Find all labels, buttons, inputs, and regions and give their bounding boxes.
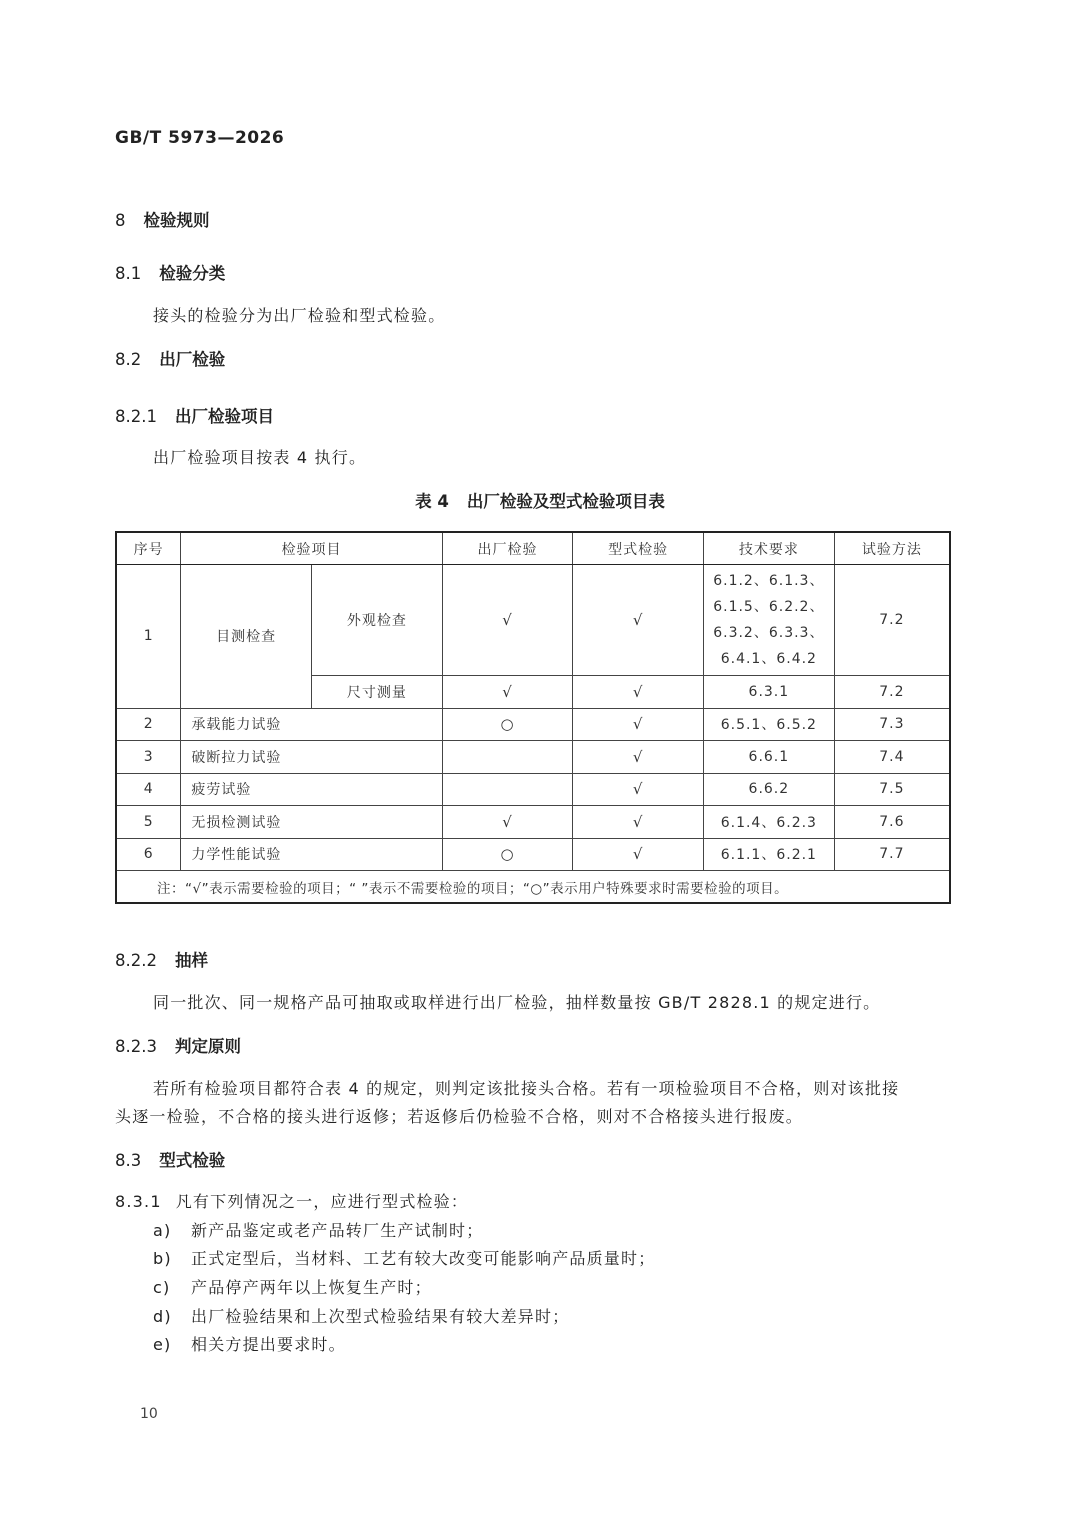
section-number: 8.2.3 (115, 1037, 157, 1056)
table-caption (0, 488, 1080, 512)
section-8-2-3-text-line2: 头逐一检验，不合格的接头进行返修；若返修后仍检验不合格，则对不合格接头进行报废。 (115, 1107, 804, 1126)
header-cell: 技术要求 (703, 532, 834, 565)
test-method: 7.7 (834, 838, 950, 871)
standard-number: GB/T 5973—2026 (115, 128, 285, 148)
list-item (153, 1332, 346, 1355)
factory-inspection-mark: ○ (442, 838, 573, 871)
table-row (116, 741, 950, 774)
section-number: 8.1 (115, 264, 142, 283)
section-8-1-text: 接头的检验分为出厂检验和型式检验。 (153, 306, 446, 325)
inspection-item: 尺寸测量 (312, 676, 443, 709)
section-number: 8 (115, 211, 126, 230)
list-item-label: d) (153, 1307, 172, 1326)
list-item-text: 出厂检验结果和上次型式检验结果有较大差异时； (191, 1307, 570, 1326)
requirement-line: 6.4.1、6.4.2 (720, 651, 817, 667)
list-item (153, 1304, 569, 1327)
test-method: 7.3 (834, 708, 950, 741)
table-note-row (116, 871, 950, 904)
section-title: 型式检验 (159, 1151, 226, 1170)
technical-requirement: 6.1.1、6.2.1 (703, 838, 834, 871)
type-inspection-mark: √ (573, 708, 704, 741)
section-number: 8.3.1 (115, 1192, 162, 1211)
list-item-label: a) (153, 1221, 172, 1240)
test-method: 7.4 (834, 741, 950, 774)
page-number: 10 (140, 1406, 158, 1422)
inspection-items-table (115, 531, 951, 904)
header-cell: 检验项目 (181, 532, 442, 565)
list-item (153, 1218, 483, 1241)
section-8-2-2-heading (115, 947, 208, 971)
table-caption-number: 表 4 (415, 492, 449, 511)
factory-inspection-mark (442, 773, 573, 806)
factory-inspection-mark (442, 741, 573, 774)
list-item-text: 相关方提出要求时。 (191, 1335, 346, 1354)
requirement-line: 6.1.5、6.2.2、 (713, 599, 825, 615)
technical-requirement (703, 565, 834, 676)
list-item-text: 新产品鉴定或老产品转厂生产试制时； (191, 1221, 484, 1240)
table-caption-title: 出厂检验及型式检验项目表 (466, 492, 665, 511)
section-number: 8.3 (115, 1151, 142, 1170)
list-item-text: 产品停产两年以上恢复生产时； (191, 1278, 432, 1297)
list-item-label: c) (153, 1278, 171, 1297)
header-cell: 型式检验 (573, 532, 704, 565)
table-row (116, 806, 950, 839)
row-number: 2 (116, 708, 181, 741)
section-number: 8.2.1 (115, 407, 157, 426)
row-number: 4 (116, 773, 181, 806)
section-8-3-heading (115, 1147, 225, 1171)
section-8-2-1-text: 出厂检验项目按表 4 执行。 (153, 448, 367, 467)
section-8-heading (115, 207, 210, 231)
type-inspection-mark: √ (573, 676, 704, 709)
test-method: 7.6 (834, 806, 950, 839)
test-method: 7.2 (834, 565, 950, 676)
section-title: 检验规则 (143, 211, 210, 230)
section-8-1-heading (115, 260, 225, 284)
section-8-2-3-heading (115, 1033, 241, 1057)
requirement-line: 6.3.2、6.3.3、 (713, 625, 825, 641)
table-row (116, 708, 950, 741)
row-number: 6 (116, 838, 181, 871)
section-number: 8.2.2 (115, 951, 157, 970)
header-cell: 序号 (116, 532, 181, 565)
factory-inspection-mark: √ (442, 806, 573, 839)
section-8-2-2-text: 同一批次、同一规格产品可抽取或取样进行出厂检验，抽样数量按 GB/T 2828.1 的规定进行。 (153, 993, 881, 1012)
row-number: 5 (116, 806, 181, 839)
list-item-label: e) (153, 1335, 172, 1354)
factory-inspection-mark: √ (442, 676, 573, 709)
section-title: 出厂检验 (159, 350, 226, 369)
table-row (116, 565, 950, 676)
factory-inspection-mark: ○ (442, 708, 573, 741)
table-row (116, 838, 950, 871)
section-intro: 凡有下列情况之一，应进行型式检验： (175, 1192, 469, 1211)
list-item (153, 1246, 655, 1269)
test-method: 7.5 (834, 773, 950, 806)
inspection-item: 外观检查 (312, 565, 443, 676)
section-8-3-1-text (115, 1189, 468, 1212)
type-inspection-mark: √ (573, 565, 704, 676)
list-item (153, 1275, 432, 1298)
inspection-item: 力学性能试验 (181, 838, 442, 871)
technical-requirement: 6.3.1 (703, 676, 834, 709)
table-header-row (116, 532, 950, 565)
section-title: 检验分类 (159, 264, 226, 283)
table-note: 注：“√”表示需要检验的项目；“ ”表示不需要检验的项目；“○”表示用户特殊要求时需要检验的项目。 (116, 871, 950, 904)
section-8-2-heading (115, 346, 225, 370)
type-inspection-mark: √ (573, 806, 704, 839)
technical-requirement: 6.1.4、6.2.3 (703, 806, 834, 839)
table-row (116, 773, 950, 806)
inspection-item: 破断拉力试验 (181, 741, 442, 774)
technical-requirement: 6.5.1、6.5.2 (703, 708, 834, 741)
type-inspection-mark: √ (573, 838, 704, 871)
section-8-2-1-heading (115, 403, 274, 427)
list-item-label: b) (153, 1249, 172, 1268)
section-title: 判定原则 (174, 1037, 241, 1056)
test-method: 7.2 (834, 676, 950, 709)
requirement-line: 6.1.2、6.1.3、 (713, 573, 825, 589)
section-8-2-3-text-line1: 若所有检验项目都符合表 4 的规定，则判定该批接头合格。若有一项检验项目不合格，则对该批接 (153, 1079, 900, 1098)
header-cell: 出厂检验 (442, 532, 573, 565)
technical-requirement: 6.6.1 (703, 741, 834, 774)
list-item-text: 正式定型后，当材料、工艺有较大改变可能影响产品质量时； (191, 1249, 656, 1268)
inspection-group: 目测检查 (181, 565, 312, 709)
section-title: 抽样 (174, 951, 208, 970)
inspection-item: 疲劳试验 (181, 773, 442, 806)
factory-inspection-mark: √ (442, 565, 573, 676)
technical-requirement: 6.6.2 (703, 773, 834, 806)
section-title: 出厂检验项目 (174, 407, 274, 426)
type-inspection-mark: √ (573, 741, 704, 774)
section-number: 8.2 (115, 350, 142, 369)
row-number: 3 (116, 741, 181, 774)
inspection-item: 承载能力试验 (181, 708, 442, 741)
type-inspection-mark: √ (573, 773, 704, 806)
inspection-item: 无损检测试验 (181, 806, 442, 839)
header-cell: 试验方法 (834, 532, 950, 565)
row-number: 1 (116, 565, 181, 709)
